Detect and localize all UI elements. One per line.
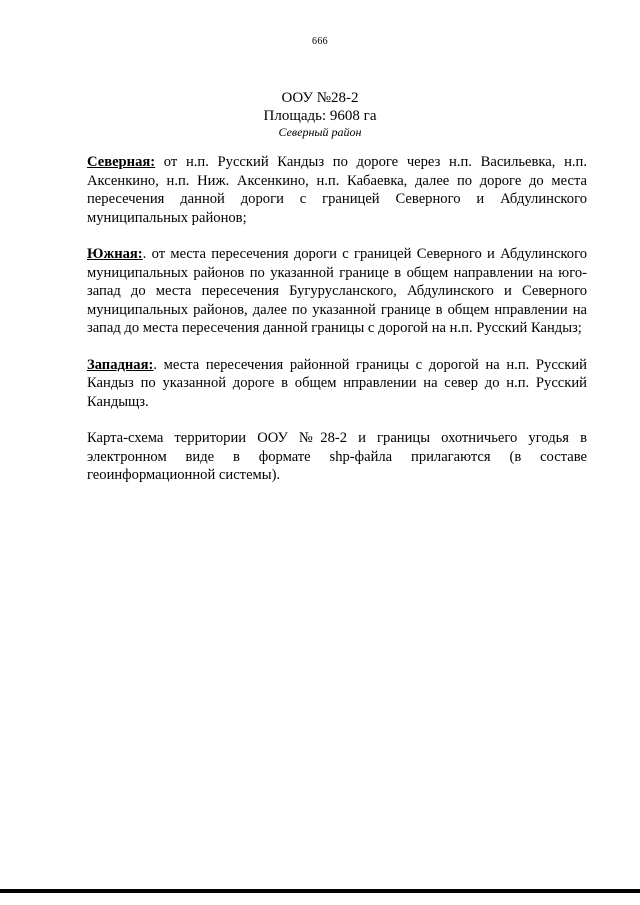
boundary-south-text: . от места пересечения дороги с границей Северного и Абдулинского муниципальных районов по указанной границе в общем направлении на юго-запад до места пересечения Бугурусланского, Абдулинского и Северного муниципальных районов, далее по указанной границе в общем нправлении на запад до места пересечения данной границы с дорогой на н.п. Русский Кандыз;	[87, 246, 587, 336]
boundary-south	[87, 245, 587, 338]
boundary-south-label: Южная:	[87, 246, 143, 262]
document-body	[87, 153, 587, 485]
boundary-north-label: Северная:	[87, 154, 156, 170]
page-number: 666	[312, 36, 328, 47]
boundary-west	[87, 356, 587, 412]
boundary-north-text: от н.п. Русский Кандыз по дороге через н.п. Васильевка, н.п. Аксенкино, н.п. Ниж. Аксенкино, н.п. Кабаевка, далее по дороге до места пересечения данной дороги с границей Северного и Абдулинского муниципальных районов;	[87, 154, 587, 226]
area-line: Площадь: 9608 га	[263, 108, 377, 124]
district-line: Северный район	[278, 125, 362, 139]
boundary-north	[87, 153, 587, 227]
boundary-west-label: Западная:	[87, 356, 154, 373]
document-header	[0, 89, 640, 140]
document-title: ООУ №28-2	[281, 90, 359, 106]
bottom-rule	[0, 889, 640, 893]
map-note: Карта-схема территории ООУ №28-2 и границы охотничьего угодья в электронном виде в формате shp-файла прилагаются (в составе геоинформационной системы).	[87, 430, 587, 483]
boundary-west-text: . места пересечения районной границы с дорогой на н.п. Русский Кандыз по указанной дороге в общем нправлении на север до н.п. Русский Кандыщз.	[87, 356, 587, 410]
